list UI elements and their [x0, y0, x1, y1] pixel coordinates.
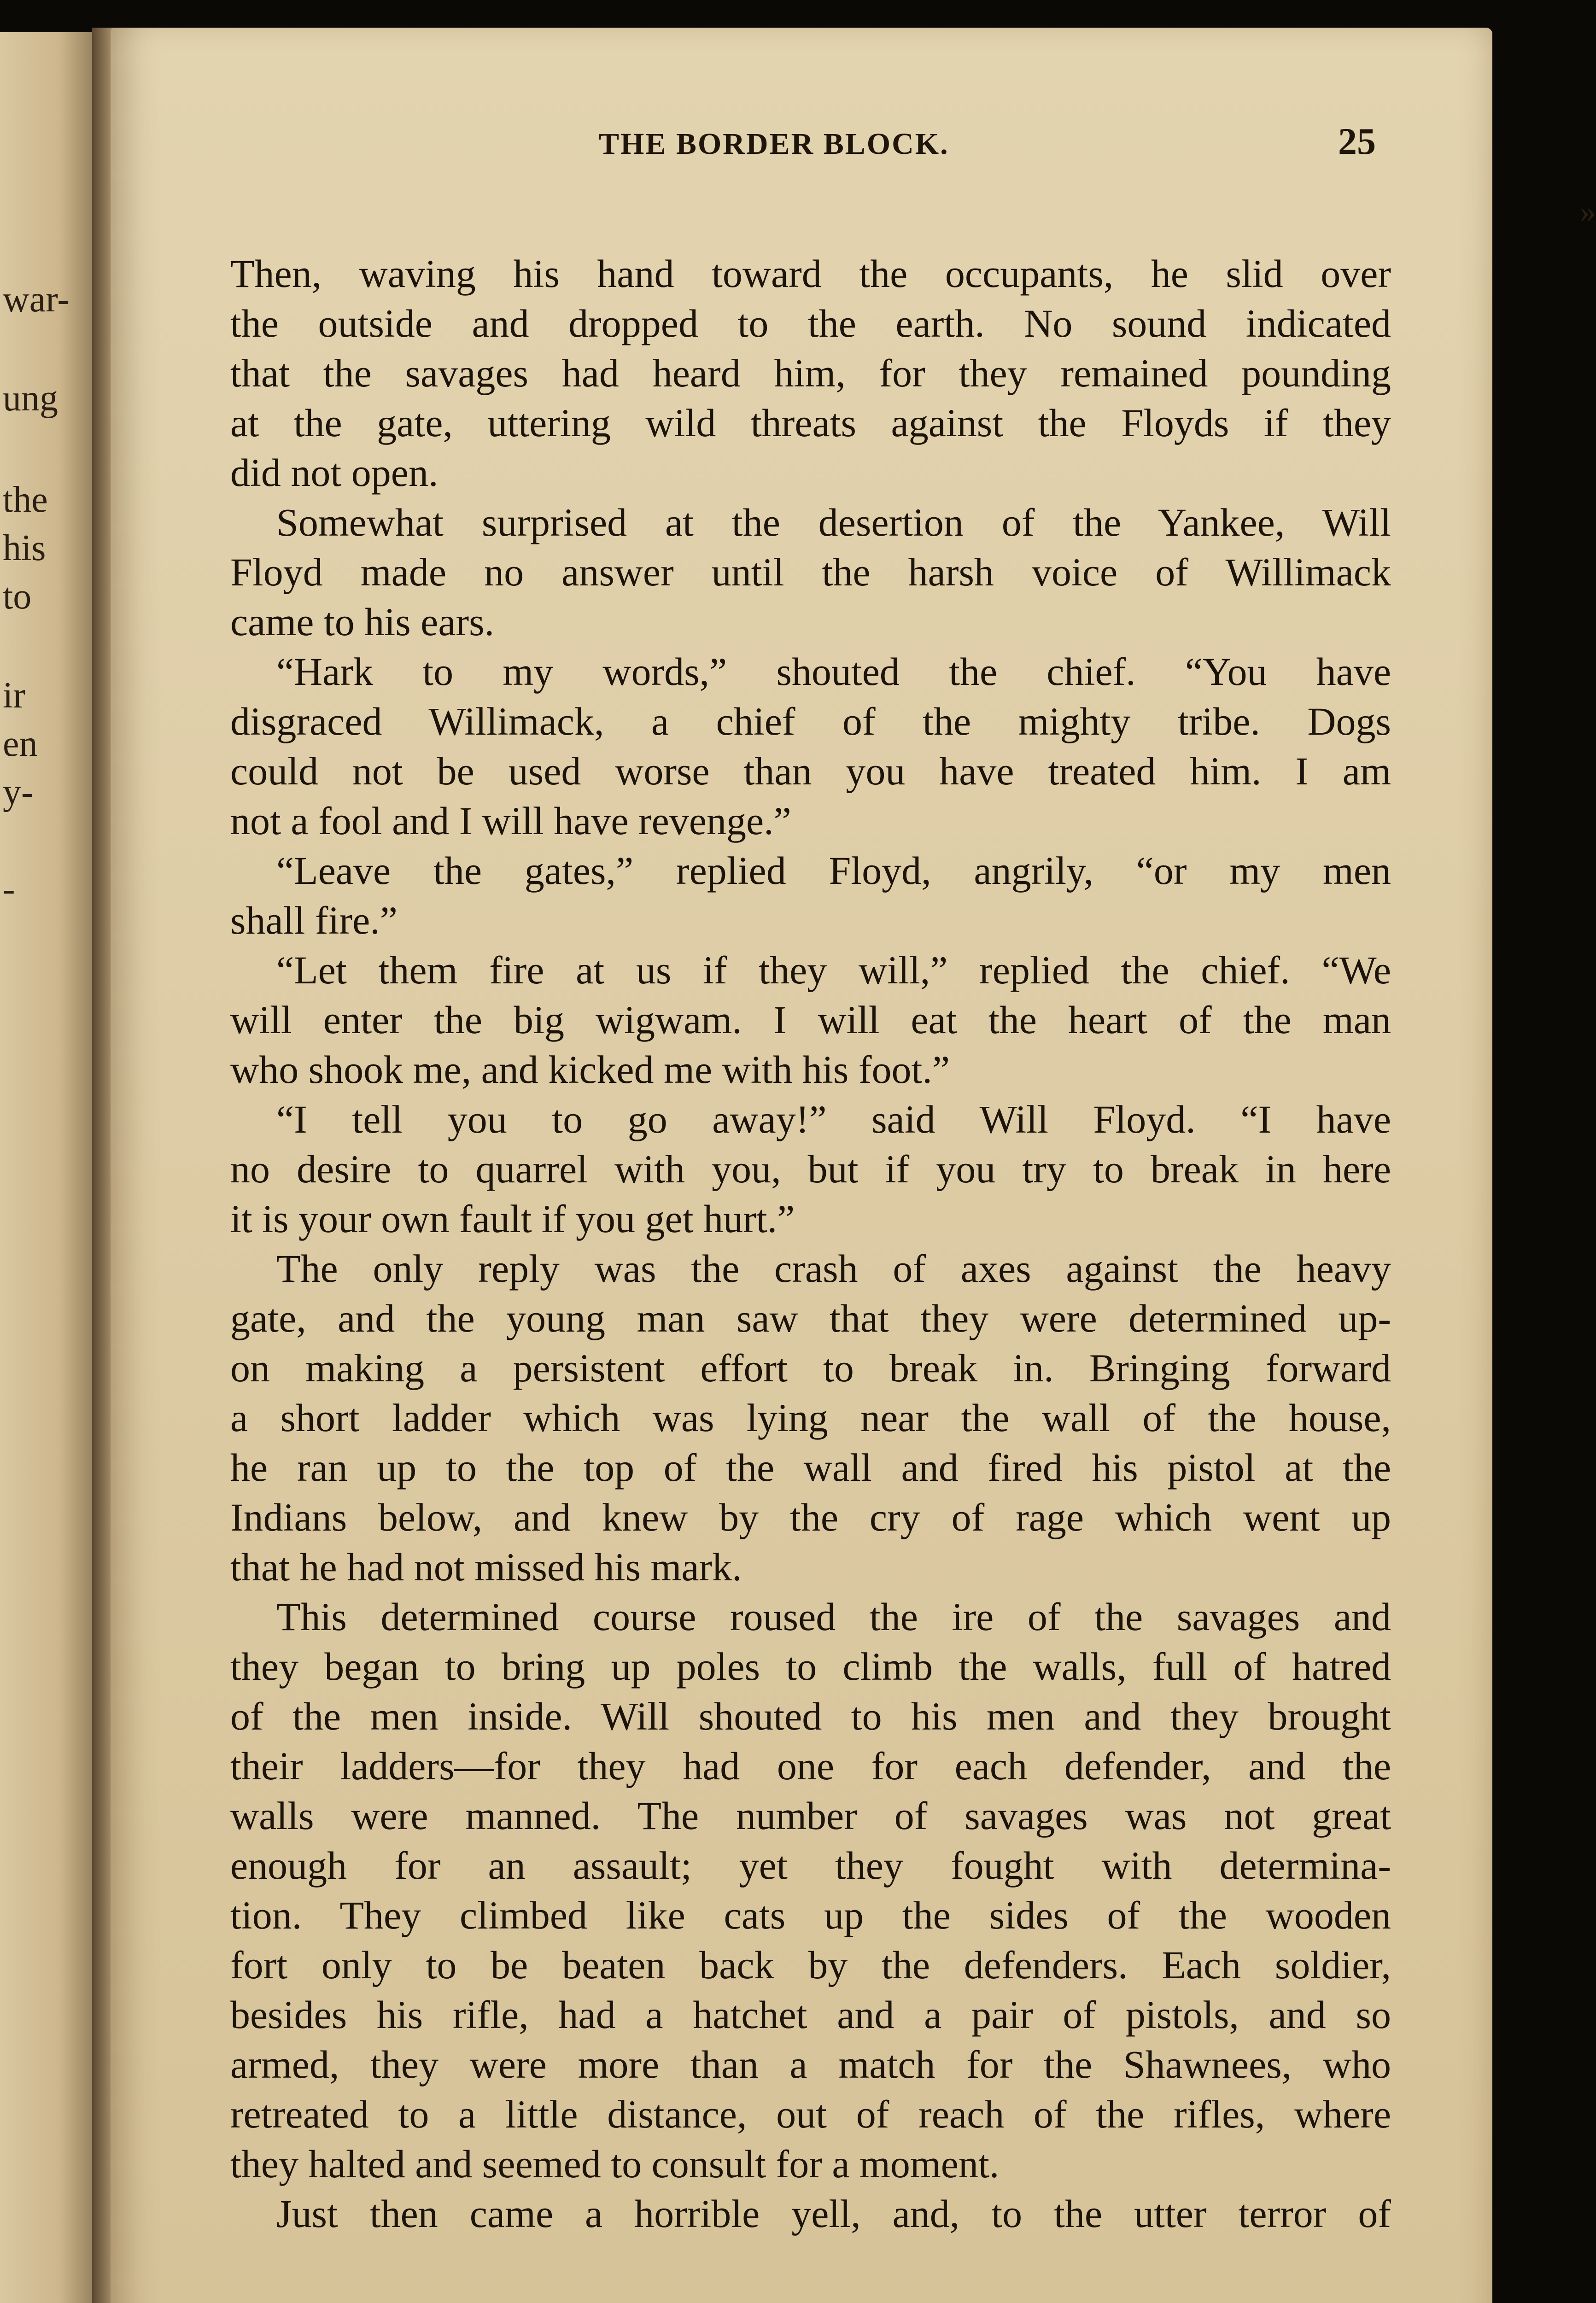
- text-line: who shook me, and kicked me with his foot.”: [230, 1047, 950, 1092]
- left-page-fragment: ir: [3, 675, 25, 716]
- text-line: Floyd made no answer until the harsh voice of Willimack: [230, 550, 1391, 594]
- left-page-fragment: y-: [3, 772, 34, 812]
- book-page: [111, 28, 1596, 2303]
- text-line: that he had not missed his mark.: [230, 1545, 742, 1589]
- text-line: did not open.: [230, 450, 438, 495]
- left-page-fragment: -: [3, 869, 15, 909]
- text-line: “Leave the gates,” replied Floyd, angrily, “or my men: [276, 848, 1391, 893]
- text-line: tion. They climbed like cats up the sides of the wooden: [230, 1893, 1391, 1937]
- text-line: the outside and dropped to the earth. No sound indicated: [230, 301, 1391, 345]
- text-line: Then, waving his hand toward the occupants, he slid over: [230, 251, 1391, 296]
- text-line: The only reply was the crash of axes against the heavy: [276, 1246, 1391, 1291]
- text-line: besides his rifle, had a hatchet and a pair of pistols, and so: [230, 1993, 1391, 2037]
- page-number: 25: [1338, 120, 1376, 162]
- text-line: Indians below, and knew by the cry of rage which went up: [230, 1495, 1391, 1539]
- page-edge-mark: »: [1580, 194, 1596, 229]
- text-line: enough for an assault; yet they fought with determina-: [230, 1843, 1391, 1888]
- text-line: their ladders—for they had one for each defender, and the: [230, 1744, 1391, 1788]
- text-line: fort only to be beaten back by the defenders. Each soldier,: [230, 1943, 1391, 1987]
- text-line: gate, and the young man saw that they were determined up-: [230, 1296, 1391, 1340]
- text-line: will enter the big wigwam. I will eat the heart of the man: [230, 998, 1391, 1042]
- text-line: This determined course roused the ire of the savages and: [276, 1595, 1391, 1639]
- text-line: Just then came a horrible yell, and, to the utter terror of: [276, 2192, 1391, 2236]
- text-line: came to his ears.: [230, 600, 495, 644]
- left-page-fragment: ung: [3, 378, 58, 419]
- text-line: “Let them fire at us if they will,” replied the chief. “We: [276, 948, 1391, 992]
- text-line: they began to bring up poles to climb the walls, full of hatred: [230, 1644, 1391, 1689]
- text-line: armed, they were more than a match for the Shawnees, who: [230, 2042, 1391, 2087]
- left-facing-page: [0, 32, 99, 2303]
- left-page-fragment: en: [3, 724, 38, 764]
- text-line: Somewhat surprised at the desertion of the Yankee, Will: [276, 500, 1391, 544]
- left-page-fragment: war-: [3, 279, 70, 320]
- text-line: at the gate, uttering wild threats against the Floyds if they: [230, 401, 1391, 445]
- left-page-fragment: the: [3, 479, 48, 520]
- text-line: “Hark to my words,” shouted the chief. “You have: [276, 649, 1391, 694]
- text-line: not a fool and I will have revenge.”: [230, 799, 791, 843]
- text-line: disgraced Willimack, a chief of the mighty tribe. Dogs: [230, 699, 1391, 743]
- text-line: shall fire.”: [230, 898, 398, 942]
- text-line: a short ladder which was lying near the wall of the house,: [230, 1396, 1391, 1440]
- text-line: could not be used worse than you have treated him. I am: [230, 749, 1391, 793]
- text-line: of the men inside. Will shouted to his men and they brought: [230, 1694, 1391, 1738]
- text-line: that the savages had heard him, for they remained pounding: [230, 351, 1391, 395]
- text-line: walls were manned. The number of savages was not great: [230, 1794, 1391, 1838]
- left-page-fragment: his: [3, 528, 46, 568]
- text-line: “I tell you to go away!” said Will Floyd. “I have: [276, 1097, 1391, 1141]
- running-head: THE BORDER BLOCK.: [599, 127, 949, 161]
- text-line: they halted and seemed to consult for a moment.: [230, 2142, 1000, 2186]
- left-page-fragment: to: [3, 576, 32, 617]
- text-line: on making a persistent effort to break in. Bringing forward: [230, 1346, 1391, 1390]
- text-line: he ran up to the top of the wall and fired his pistol at the: [230, 1445, 1391, 1490]
- text-line: no desire to quarrel with you, but if you try to break in here: [230, 1147, 1391, 1191]
- body-text: [230, 249, 1391, 2239]
- text-line: it is your own fault if you get hurt.”: [230, 1197, 795, 1241]
- text-line: retreated to a little distance, out of reach of the rifles, where: [230, 2092, 1391, 2136]
